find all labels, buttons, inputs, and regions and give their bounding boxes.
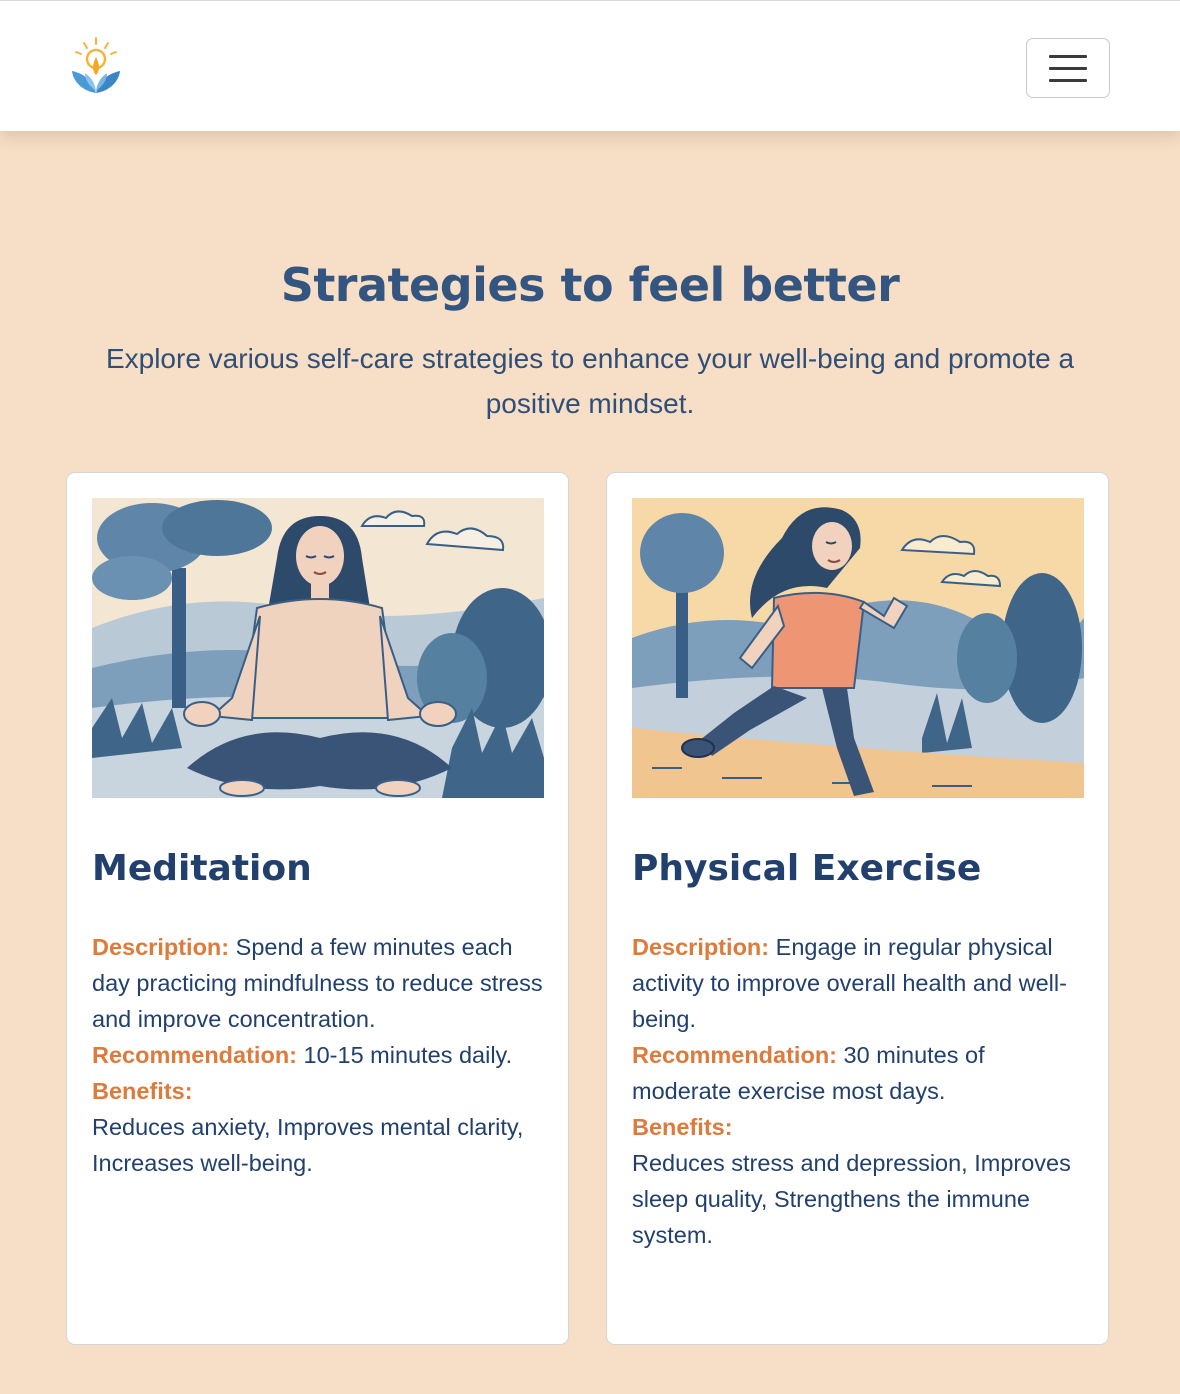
- description-label: Description:: [632, 934, 770, 960]
- card-body: [632, 929, 1087, 1253]
- card-title: Physical Exercise: [632, 848, 982, 889]
- top-navbar: [0, 0, 1180, 131]
- hamburger-menu-icon: [1049, 79, 1087, 82]
- recommendation-text: 30 minutes of moderate exercise most days.: [632, 1042, 985, 1104]
- description-label: Description:: [92, 934, 230, 960]
- lotus-sun-logo-icon[interactable]: [68, 35, 124, 97]
- menu-toggle-button[interactable]: [1026, 38, 1110, 98]
- recommendation-text: 10-15 minutes daily.: [303, 1042, 513, 1068]
- description-text: Spend a few minutes each day practicing mindfulness to reduce stress and improve concentration.: [92, 934, 543, 1032]
- card-body: [92, 929, 547, 1181]
- card-title: Meditation: [92, 848, 312, 889]
- benefits-label: Benefits:: [92, 1078, 193, 1104]
- recommendation-label: Recommendation:: [632, 1042, 837, 1068]
- page-title: Strategies to feel better: [280, 258, 900, 312]
- running-illustration: [632, 498, 1084, 798]
- hamburger-menu-icon: [1049, 55, 1087, 58]
- description-text: Engage in regular physical activity to improve overall health and well-being.: [632, 934, 1067, 1032]
- benefits-text: Reduces anxiety, Improves mental clarity, Increases well-being.: [92, 1114, 524, 1176]
- meditation-illustration: [92, 498, 544, 798]
- benefits-label: Benefits:: [632, 1114, 733, 1140]
- page-subtitle: Explore various self-care strategies to enhance your well-being and promote a positive mindset.: [105, 343, 1075, 419]
- recommendation-label: Recommendation:: [92, 1042, 297, 1068]
- strategy-card-physical-exercise: [606, 472, 1109, 1345]
- hamburger-menu-icon: [1049, 67, 1087, 70]
- strategy-card-meditation: [66, 472, 569, 1345]
- benefits-text: Reduces stress and depression, Improves sleep quality, Strengthens the immune system.: [632, 1150, 1071, 1248]
